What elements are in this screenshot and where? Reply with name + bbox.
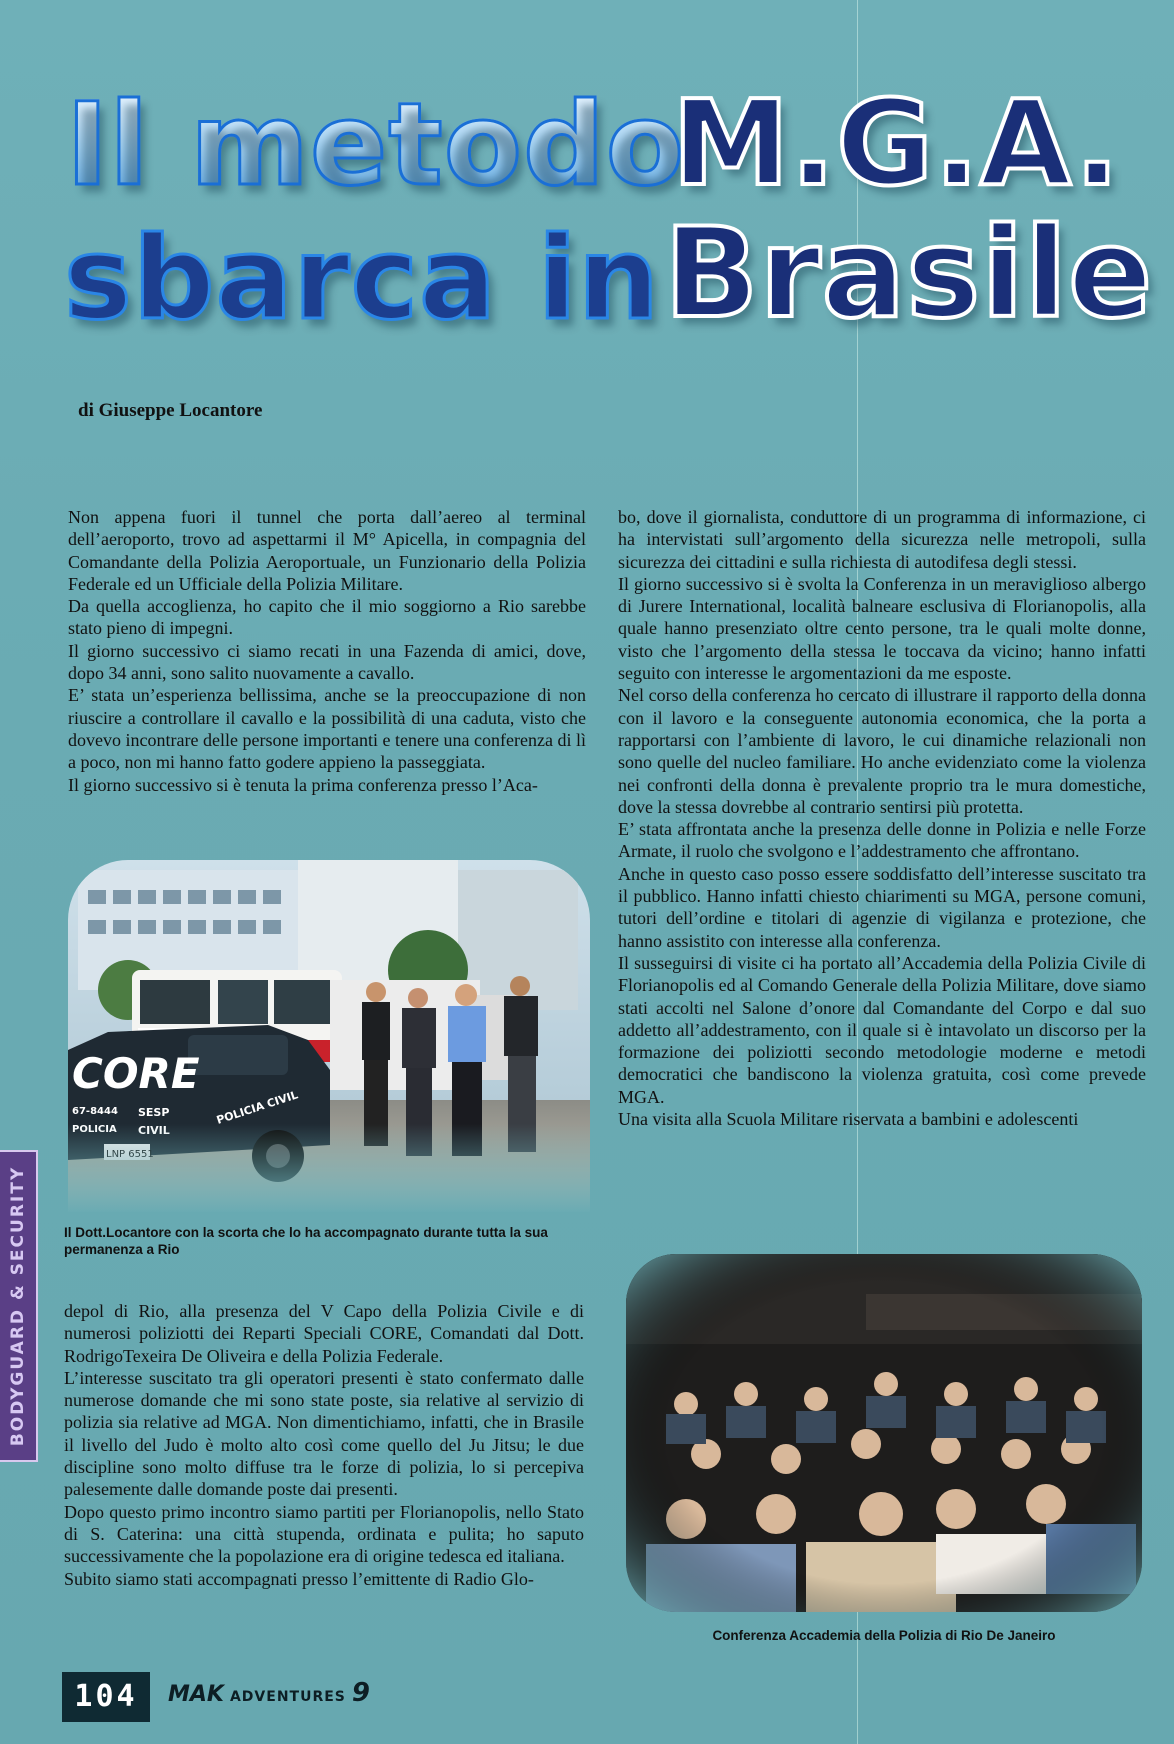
- photo-police-escort: [68, 860, 590, 1212]
- magazine-name: [168, 1678, 370, 1708]
- title-line2-part1: sbarca in: [64, 212, 661, 345]
- paragraph: E’ stata un’esperienza bellissima, anche se la preoccupazione di non riuscire a controllare il cavallo e la possibilità di una caduta, visto che dovevo incontrare delle persone importanti e tenere una conferenza di lì a poco, non mi hanno fatto godere appieno la passeggiata.: [68, 685, 586, 773]
- paragraph: E’ stata affrontata anche la presenza delle donne in Polizia e nelle Forze Armate, il ruolo che svolgono e l’addestramento che affrontano.: [618, 819, 1146, 862]
- section-side-tab-label: BODYGUARD & SECURITY: [8, 1165, 28, 1447]
- photo1-caption: Il Dott.Locantore con la scorta che lo ha accompagnato durante tutta la sua permanenza a Rio: [64, 1225, 548, 1257]
- page-number: 104: [62, 1672, 150, 1722]
- title-line1-part1: Il metodo: [66, 78, 686, 211]
- magazine-issue-number: 9: [351, 1678, 370, 1708]
- section-side-tab: [0, 1150, 38, 1462]
- paragraph: Anche in questo caso posso essere soddisfatto dell’interesse suscitato tra il pubblico. Hanno infatti chiesto chiarimenti su MGA, persone comuni, tutori dell’ordine e titolari di agenzie di vigilanza e protezione, che hanno assistito con interesse alla conferenza.: [618, 863, 1146, 951]
- paragraph: Subito siamo stati accompagnati presso l’emittente di Radio Glo-: [64, 1568, 534, 1589]
- paragraph: Il giorno successivo si è tenuta la prima conferenza presso l’Aca-: [68, 774, 538, 795]
- photo2-caption: Conferenza Accademia della Polizia di Rio De Janeiro: [712, 1628, 1056, 1643]
- left-column-bottom: [64, 1300, 584, 1590]
- paragraph: Da quella accoglienza, ho capito che il mio soggiorno a Rio sarebbe stato pieno di impegni.: [68, 596, 586, 639]
- right-column: [618, 506, 1146, 1130]
- paragraph: Il susseguirsi di visite ci ha portato all’Accademia della Polizia Civile di Florianopolis ed al Comando Generale della Polizia Militare, dove siamo stati accolti nel Salone d’onore dal Comandante del Corpo e dal suo addetto all’addestramento, con il quale si è intavolato un discorso per la formazione dei poliziotti secondo metodologie moderne e metodi democratici che bandiscono la violenza gratuita, così come prevede MGA.: [618, 952, 1146, 1107]
- paragraph: Il giorno successivo si è svolta la Conferenza in un meraviglioso albergo di Jurere International, località balneare esclusiva di Florianopolis, alla quale hanno presenziato oltre cento persone, tra le quali molte donne, visto che l’argomento della stessa le toccava da vicino; hanno infatti seguito con interesse le argomentazioni da me esposte.: [618, 573, 1146, 684]
- paragraph: Una visita alla Scuola Militare riservata a bambini e adolescenti: [618, 1109, 1079, 1130]
- paragraph: Dopo questo primo incontro siamo partiti per Florianopolis, nello Stato di S. Caterina: una città stupenda, ordinata e pulita; ho saputo successivamente che la popolazione era di origine tedesca ed italiana.: [64, 1501, 584, 1567]
- byline: di Giuseppe Locantore: [78, 400, 263, 421]
- title-line1-part2: M.G.A.: [672, 74, 1121, 212]
- magazine-name-part1: MAK: [168, 1682, 224, 1707]
- paragraph: Non appena fuori il tunnel che porta dall’aereo al terminal dell’aeroporto, trovo ad aspettarmi il M° Apicella, in compagnia del Comandante della Polizia Aeroportuale, un Funzionario della Polizia Federale ed un Ufficiale della Polizia Militare.: [68, 507, 586, 594]
- magazine-name-part2: ADVENTURES: [229, 1689, 346, 1705]
- paragraph: L’interesse suscitato tra gli operatori presenti è stato confermato dalle numerose domande che mi sono state poste, sia relative al servizio di polizia sia relative ad MGA. Non dimentichiamo, infatti, che in Brasile il livello del Judo è molto alto così come quello del Ju Jitsu; le due discipline sono molto diffuse tra le forze di polizia, lo si percepiva palesemente dalle domande poste dai presenti.: [64, 1367, 584, 1500]
- left-column-top: [68, 506, 586, 796]
- paragraph: bo, dove il giornalista, conduttore di un programma di informazione, ci ha intervistati sull’argomento della sicurezza nelle metropoli, sulla sicurezza dei cittadini e sulla richiesta di autodifesa degli stessi.: [618, 507, 1146, 572]
- paragraph: depol di Rio, alla presenza del V Capo della Polizia Civile e di numerosi poliziotti dei Reparti Speciali CORE, Comandati dal Dott. RodrigoTexeira De Oliveira e della Polizia Federale.: [64, 1301, 584, 1366]
- photo-conference-audience: [626, 1254, 1142, 1612]
- paragraph: Il giorno successivo ci siamo recati in una Fazenda di amici, dove, dopo 34 anni, sono salito nuovamente a cavallo.: [68, 640, 586, 684]
- paragraph: Nel corso della conferenza ho cercato di illustrare il rapporto della donna con il lavoro e la conseguente autonomia economica, che la porta a rapportarsi con l’ambiente di lavoro, le cui dinamiche relazionali non sono quelle del nucleo familiare. Ho anche evidenziato come la violenza nei confronti della donna è prevalente proprio tra le mura domestiche, dove la stessa dovrebbe al contrario sentirsi più protetta.: [618, 685, 1146, 817]
- title-line2-part2: Brasile: [664, 202, 1154, 346]
